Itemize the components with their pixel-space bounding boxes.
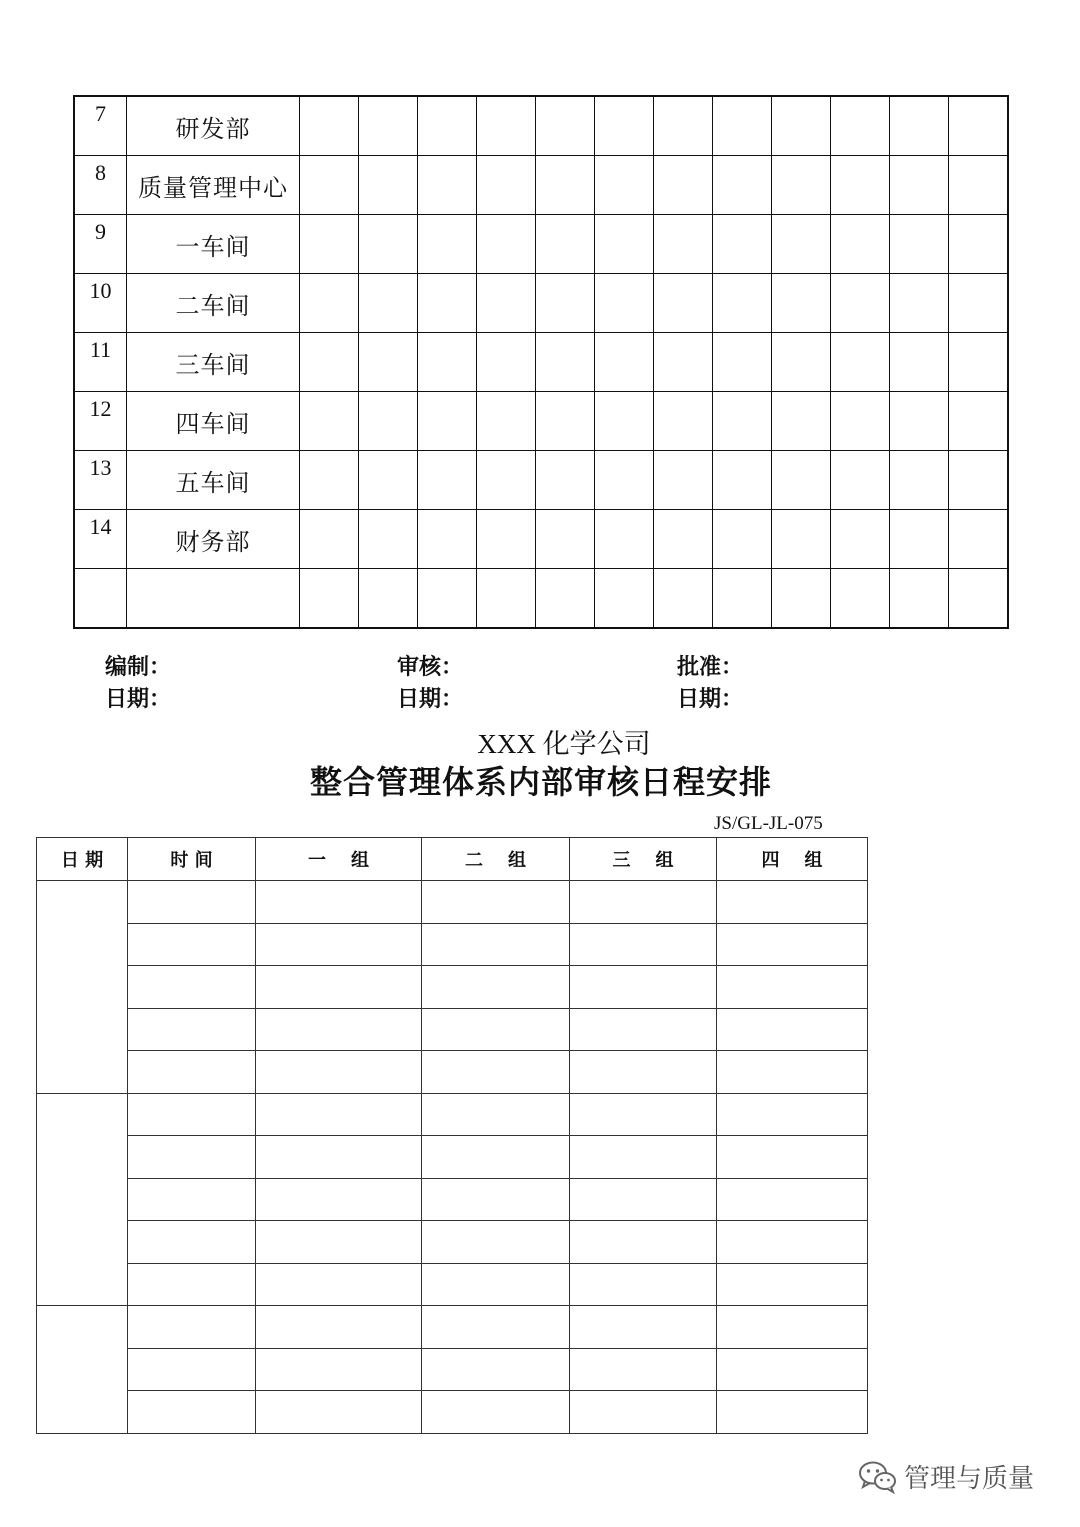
time-cell <box>128 966 256 1009</box>
blank-cell <box>595 451 654 510</box>
blank-cell <box>359 392 418 451</box>
department-name: 二车间 <box>127 274 300 333</box>
blank-cell <box>890 274 949 333</box>
blank-cell <box>949 451 1009 510</box>
blank-cell <box>654 451 713 510</box>
schedule-row <box>37 1178 868 1221</box>
group-4-cell <box>717 1136 868 1179</box>
blank-cell <box>713 569 772 629</box>
blank-cell <box>359 96 418 156</box>
group-1-cell <box>256 966 422 1009</box>
row-number: 7 <box>74 96 127 156</box>
department-row <box>74 451 1008 510</box>
blank-cell <box>772 569 831 629</box>
row-number: 10 <box>74 274 127 333</box>
department-name: 四车间 <box>127 392 300 451</box>
time-cell <box>128 923 256 966</box>
blank-cell <box>595 274 654 333</box>
blank-cell <box>418 215 477 274</box>
date-cell <box>37 881 128 1094</box>
blank-cell <box>595 96 654 156</box>
group-4-cell <box>717 966 868 1009</box>
blank-cell <box>595 215 654 274</box>
group-1-cell <box>256 1263 422 1306</box>
blank-cell <box>418 569 477 629</box>
blank-cell <box>713 451 772 510</box>
blank-cell <box>949 215 1009 274</box>
department-name <box>127 569 300 629</box>
blank-cell <box>536 96 595 156</box>
blank-cell <box>418 274 477 333</box>
header-date: 日 期 <box>37 838 128 881</box>
blank-cell <box>890 392 949 451</box>
group-4-cell <box>717 1391 868 1434</box>
blank-cell <box>654 510 713 569</box>
group-2-cell <box>422 1221 570 1264</box>
schedule-row <box>37 1391 868 1434</box>
schedule-row <box>37 966 868 1009</box>
group-1-cell <box>256 1136 422 1179</box>
blank-cell <box>654 156 713 215</box>
prepared-by-label: 编制： <box>105 654 172 680</box>
group-1-cell <box>256 1221 422 1264</box>
department-row <box>74 215 1008 274</box>
blank-cell <box>831 215 890 274</box>
group-2-cell <box>422 1391 570 1434</box>
time-cell <box>128 1391 256 1434</box>
blank-cell <box>772 274 831 333</box>
department-row <box>74 569 1008 629</box>
blank-cell <box>300 274 359 333</box>
document-code: JS/GL-JL-075 <box>714 813 823 834</box>
row-number: 13 <box>74 451 127 510</box>
prepared-date-label: 日期： <box>105 686 172 712</box>
blank-cell <box>477 451 536 510</box>
header-group-1: 一 组 <box>256 838 422 881</box>
group-1-cell <box>256 1391 422 1434</box>
group-3-cell <box>570 1348 717 1391</box>
blank-cell <box>300 333 359 392</box>
group-4-cell <box>717 881 868 924</box>
group-4-cell <box>717 1008 868 1051</box>
blank-cell <box>890 215 949 274</box>
blank-cell <box>890 156 949 215</box>
group-3-cell <box>570 881 717 924</box>
blank-cell <box>359 274 418 333</box>
blank-cell <box>418 333 477 392</box>
blank-cell <box>654 96 713 156</box>
blank-cell <box>595 333 654 392</box>
blank-cell <box>477 156 536 215</box>
document-title: 整合管理体系内部审核日程安排 <box>309 763 772 801</box>
group-4-cell <box>717 1178 868 1221</box>
blank-cell <box>418 510 477 569</box>
blank-cell <box>772 156 831 215</box>
watermark-text: 管理与质量 <box>904 1464 1035 1494</box>
department-name: 五车间 <box>127 451 300 510</box>
group-4-cell <box>717 1093 868 1136</box>
blank-cell <box>300 392 359 451</box>
schedule-row <box>37 1051 868 1094</box>
date-cell <box>37 1093 128 1306</box>
blank-cell <box>418 451 477 510</box>
audit-schedule-table <box>36 837 868 1434</box>
blank-cell <box>595 510 654 569</box>
blank-cell <box>359 156 418 215</box>
group-1-cell <box>256 881 422 924</box>
blank-cell <box>890 333 949 392</box>
group-3-cell <box>570 1008 717 1051</box>
blank-cell <box>713 392 772 451</box>
blank-cell <box>831 333 890 392</box>
blank-cell <box>772 215 831 274</box>
header-time: 时 间 <box>128 838 256 881</box>
header-group-3: 三 组 <box>570 838 717 881</box>
blank-cell <box>831 510 890 569</box>
approved-date-label: 日期： <box>677 686 744 712</box>
blank-cell <box>536 510 595 569</box>
blank-cell <box>477 333 536 392</box>
group-2-cell <box>422 1178 570 1221</box>
blank-cell <box>595 156 654 215</box>
group-2-cell <box>422 1348 570 1391</box>
reviewed-date-label: 日期： <box>397 686 464 712</box>
group-3-cell <box>570 966 717 1009</box>
schedule-row <box>37 1221 868 1264</box>
group-4-cell <box>717 1306 868 1349</box>
blank-cell <box>654 569 713 629</box>
schedule-row <box>37 1348 868 1391</box>
blank-cell <box>477 569 536 629</box>
blank-cell <box>949 569 1009 629</box>
time-cell <box>128 1263 256 1306</box>
blank-cell <box>477 510 536 569</box>
group-3-cell <box>570 1178 717 1221</box>
department-name: 财务部 <box>127 510 300 569</box>
department-audit-table <box>73 95 1009 629</box>
blank-cell <box>949 156 1009 215</box>
group-1-cell <box>256 1348 422 1391</box>
schedule-row <box>37 1263 868 1306</box>
group-1-cell <box>256 1306 422 1349</box>
blank-cell <box>831 569 890 629</box>
blank-cell <box>831 274 890 333</box>
department-row <box>74 96 1008 156</box>
blank-cell <box>713 510 772 569</box>
blank-cell <box>949 510 1009 569</box>
group-2-cell <box>422 1051 570 1094</box>
schedule-row <box>37 881 868 924</box>
reviewed-by-label: 审核： <box>397 654 464 680</box>
blank-cell <box>831 156 890 215</box>
blank-cell <box>300 569 359 629</box>
blank-cell <box>536 451 595 510</box>
group-3-cell <box>570 1306 717 1349</box>
blank-cell <box>536 392 595 451</box>
department-name: 研发部 <box>127 96 300 156</box>
blank-cell <box>595 392 654 451</box>
header-group-4: 四 组 <box>717 838 868 881</box>
blank-cell <box>890 96 949 156</box>
department-row <box>74 156 1008 215</box>
row-number: 11 <box>74 333 127 392</box>
blank-cell <box>890 510 949 569</box>
time-cell <box>128 1306 256 1349</box>
schedule-header-row <box>37 838 868 881</box>
blank-cell <box>300 156 359 215</box>
row-number: 8 <box>74 156 127 215</box>
department-name: 三车间 <box>127 333 300 392</box>
blank-cell <box>772 333 831 392</box>
blank-cell <box>536 569 595 629</box>
department-row <box>74 274 1008 333</box>
blank-cell <box>772 510 831 569</box>
approved-by-label: 批准： <box>677 654 744 680</box>
blank-cell <box>418 96 477 156</box>
blank-cell <box>595 569 654 629</box>
group-1-cell <box>256 1008 422 1051</box>
blank-cell <box>772 96 831 156</box>
group-1-cell <box>256 1093 422 1136</box>
schedule-row <box>37 1306 868 1349</box>
blank-cell <box>831 392 890 451</box>
blank-cell <box>949 96 1009 156</box>
group-1-cell <box>256 1051 422 1094</box>
blank-cell <box>654 392 713 451</box>
blank-cell <box>654 333 713 392</box>
blank-cell <box>300 215 359 274</box>
blank-cell <box>359 333 418 392</box>
blank-cell <box>713 333 772 392</box>
time-cell <box>128 1178 256 1221</box>
group-4-cell <box>717 1263 868 1306</box>
time-cell <box>128 1051 256 1094</box>
time-cell <box>128 1136 256 1179</box>
row-number: 14 <box>74 510 127 569</box>
blank-cell <box>536 156 595 215</box>
time-cell <box>128 1093 256 1136</box>
schedule-row <box>37 1008 868 1051</box>
department-row <box>74 333 1008 392</box>
group-4-cell <box>717 1051 868 1094</box>
group-3-cell <box>570 1221 717 1264</box>
group-4-cell <box>717 1221 868 1264</box>
row-number: 12 <box>74 392 127 451</box>
blank-cell <box>654 274 713 333</box>
group-2-cell <box>422 1263 570 1306</box>
department-row <box>74 392 1008 451</box>
time-cell <box>128 1221 256 1264</box>
group-2-cell <box>422 966 570 1009</box>
group-3-cell <box>570 923 717 966</box>
blank-cell <box>713 96 772 156</box>
group-3-cell <box>570 1136 717 1179</box>
blank-cell <box>536 274 595 333</box>
blank-cell <box>536 215 595 274</box>
department-name: 一车间 <box>127 215 300 274</box>
row-number <box>74 569 127 629</box>
blank-cell <box>418 156 477 215</box>
blank-cell <box>713 156 772 215</box>
group-4-cell <box>717 1348 868 1391</box>
group-2-cell <box>422 923 570 966</box>
blank-cell <box>300 451 359 510</box>
time-cell <box>128 1008 256 1051</box>
blank-cell <box>359 215 418 274</box>
wechat-icon <box>858 1460 898 1494</box>
schedule-row <box>37 923 868 966</box>
schedule-row <box>37 1136 868 1179</box>
blank-cell <box>477 215 536 274</box>
group-2-cell <box>422 881 570 924</box>
blank-cell <box>890 451 949 510</box>
blank-cell <box>300 510 359 569</box>
row-number: 9 <box>74 215 127 274</box>
blank-cell <box>654 215 713 274</box>
blank-cell <box>713 274 772 333</box>
header-group-2: 二 组 <box>422 838 570 881</box>
group-2-cell <box>422 1008 570 1051</box>
group-3-cell <box>570 1051 717 1094</box>
time-cell <box>128 1348 256 1391</box>
time-cell <box>128 881 256 924</box>
blank-cell <box>359 451 418 510</box>
blank-cell <box>477 96 536 156</box>
watermark <box>858 1458 1034 1495</box>
department-row <box>74 510 1008 569</box>
blank-cell <box>418 392 477 451</box>
blank-cell <box>949 274 1009 333</box>
group-2-cell <box>422 1306 570 1349</box>
group-3-cell <box>570 1391 717 1434</box>
blank-cell <box>713 215 772 274</box>
group-2-cell <box>422 1093 570 1136</box>
blank-cell <box>536 333 595 392</box>
date-cell <box>37 1306 128 1434</box>
blank-cell <box>772 392 831 451</box>
company-name: XXX 化学公司 <box>477 729 651 759</box>
group-1-cell <box>256 923 422 966</box>
blank-cell <box>300 96 359 156</box>
blank-cell <box>949 392 1009 451</box>
blank-cell <box>890 569 949 629</box>
blank-cell <box>831 96 890 156</box>
blank-cell <box>359 510 418 569</box>
blank-cell <box>772 451 831 510</box>
blank-cell <box>477 274 536 333</box>
group-2-cell <box>422 1136 570 1179</box>
group-4-cell <box>717 923 868 966</box>
blank-cell <box>359 569 418 629</box>
department-name: 质量管理中心 <box>127 156 300 215</box>
group-1-cell <box>256 1178 422 1221</box>
group-3-cell <box>570 1263 717 1306</box>
blank-cell <box>477 392 536 451</box>
blank-cell <box>831 451 890 510</box>
schedule-row <box>37 1093 868 1136</box>
group-3-cell <box>570 1093 717 1136</box>
blank-cell <box>949 333 1009 392</box>
